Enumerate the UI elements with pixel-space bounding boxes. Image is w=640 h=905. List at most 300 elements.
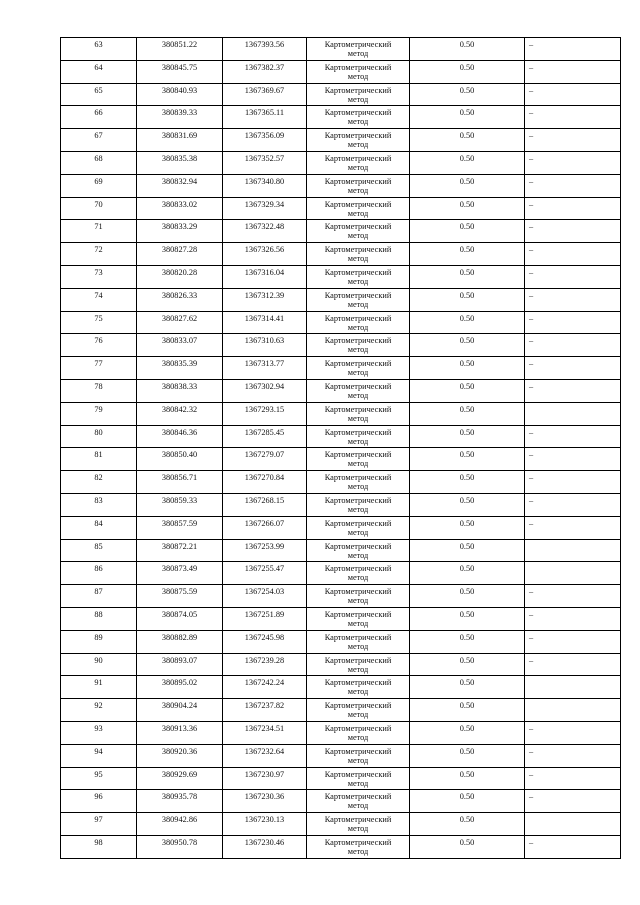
y-coordinate-text: 1367232.64 — [244, 746, 285, 756]
accuracy-text: 0.50 — [459, 495, 475, 505]
y-coordinate-cell — [223, 493, 307, 516]
point-number-text: 92 — [94, 701, 103, 711]
point-number-text: 69 — [94, 176, 103, 186]
x-coordinate-cell — [137, 516, 223, 539]
x-coordinate-cell — [137, 676, 223, 699]
method-text-line2: метод — [347, 276, 369, 286]
method-text-line1: Картометрический — [324, 85, 392, 95]
note-text — [529, 699, 620, 701]
y-coordinate-cell — [223, 721, 307, 744]
accuracy-text: 0.50 — [459, 40, 475, 49]
point-number-cell — [61, 197, 137, 220]
note-text: – — [529, 723, 534, 733]
point-number-cell — [61, 265, 137, 288]
method-cell — [307, 471, 410, 494]
method-cell — [307, 425, 410, 448]
y-coordinate-text: 1367239.28 — [244, 655, 285, 665]
method-text-line1: Картометрический — [324, 495, 392, 505]
x-coordinate-text: 380874.05 — [161, 609, 198, 619]
method-cell — [307, 174, 410, 197]
accuracy-cell — [410, 562, 525, 585]
point-number-text: 65 — [94, 85, 103, 95]
x-coordinate-text: 380875.59 — [161, 587, 198, 597]
point-number-text: 97 — [94, 815, 103, 825]
note-text: – — [529, 336, 534, 346]
x-coordinate-cell — [137, 790, 223, 813]
point-number-cell — [61, 585, 137, 608]
y-coordinate-text: 1367365.11 — [244, 108, 285, 118]
method-cell — [307, 653, 410, 676]
note-cell — [525, 220, 621, 243]
x-coordinate-text: 380820.28 — [161, 267, 198, 277]
method-cell — [307, 38, 410, 61]
x-coordinate-cell — [137, 379, 223, 402]
x-coordinate-cell — [137, 129, 223, 152]
method-cell — [307, 357, 410, 380]
note-cell — [525, 721, 621, 744]
x-coordinate-cell — [137, 402, 223, 425]
x-coordinate-text: 380838.33 — [161, 381, 198, 391]
note-text: – — [529, 655, 534, 665]
method-cell — [307, 539, 410, 562]
point-number-cell — [61, 744, 137, 767]
method-text-line2: метод — [347, 299, 369, 309]
accuracy-text: 0.50 — [459, 837, 475, 847]
point-number-text: 68 — [94, 153, 103, 163]
y-coordinate-cell — [223, 38, 307, 61]
method-text-line1: Картометрический — [324, 404, 392, 414]
method-text-line1: Картометрический — [324, 131, 392, 141]
accuracy-text: 0.50 — [459, 769, 475, 779]
point-number-text: 78 — [94, 381, 103, 391]
table-row — [61, 334, 621, 357]
x-coordinate-cell — [137, 562, 223, 585]
note-cell — [525, 767, 621, 790]
method-cell — [307, 379, 410, 402]
x-coordinate-cell — [137, 813, 223, 836]
note-cell — [525, 607, 621, 630]
y-coordinate-text: 1367322.48 — [244, 222, 285, 232]
table-row — [61, 813, 621, 836]
table-row — [61, 767, 621, 790]
y-coordinate-text: 1367352.57 — [244, 153, 285, 163]
note-text: – — [529, 108, 534, 118]
point-number-text: 81 — [94, 450, 103, 460]
method-text-line1: Картометрический — [324, 723, 392, 733]
y-coordinate-cell — [223, 607, 307, 630]
y-coordinate-cell — [223, 630, 307, 653]
x-coordinate-cell — [137, 767, 223, 790]
accuracy-text: 0.50 — [459, 85, 475, 95]
y-coordinate-cell — [223, 60, 307, 83]
point-number-cell — [61, 288, 137, 311]
accuracy-text: 0.50 — [459, 313, 475, 323]
x-coordinate-text: 380895.02 — [161, 678, 198, 688]
x-coordinate-cell — [137, 607, 223, 630]
accuracy-cell — [410, 448, 525, 471]
note-cell — [525, 357, 621, 380]
method-text-line1: Картометрический — [324, 746, 392, 756]
table-row — [61, 744, 621, 767]
method-text-line2: метод — [347, 573, 369, 583]
x-coordinate-cell — [137, 220, 223, 243]
y-coordinate-cell — [223, 767, 307, 790]
note-cell — [525, 334, 621, 357]
method-text-line2: метод — [347, 436, 369, 446]
accuracy-cell — [410, 174, 525, 197]
table-row — [61, 151, 621, 174]
note-text: – — [529, 313, 534, 323]
method-text-line2: метод — [347, 185, 369, 195]
accuracy-cell — [410, 197, 525, 220]
x-coordinate-cell — [137, 744, 223, 767]
method-cell — [307, 835, 410, 858]
point-number-text: 91 — [94, 678, 103, 688]
y-coordinate-text: 1367285.45 — [244, 427, 285, 437]
method-cell — [307, 813, 410, 836]
accuracy-cell — [410, 220, 525, 243]
x-coordinate-cell — [137, 699, 223, 722]
table-row — [61, 402, 621, 425]
table-row — [61, 129, 621, 152]
note-text: – — [529, 837, 534, 847]
method-text-line2: метод — [347, 94, 369, 104]
x-coordinate-cell — [137, 721, 223, 744]
method-text-line1: Картометрический — [324, 336, 392, 346]
table-row — [61, 539, 621, 562]
method-cell — [307, 60, 410, 83]
accuracy-text: 0.50 — [459, 290, 475, 300]
accuracy-cell — [410, 334, 525, 357]
note-text: – — [529, 746, 534, 756]
note-cell — [525, 744, 621, 767]
note-text: – — [529, 85, 534, 95]
note-cell — [525, 790, 621, 813]
x-coordinate-cell — [137, 493, 223, 516]
method-text-line2: метод — [347, 618, 369, 628]
method-text-line1: Картометрический — [324, 267, 392, 277]
x-coordinate-text: 380873.49 — [161, 564, 198, 574]
note-cell — [525, 174, 621, 197]
method-text-line2: метод — [347, 550, 369, 560]
x-coordinate-text: 380846.36 — [161, 427, 198, 437]
x-coordinate-text: 380833.07 — [161, 336, 198, 346]
note-cell — [525, 288, 621, 311]
y-coordinate-cell — [223, 106, 307, 129]
x-coordinate-cell — [137, 448, 223, 471]
x-coordinate-text: 380835.38 — [161, 153, 198, 163]
accuracy-text: 0.50 — [459, 199, 475, 209]
point-number-text: 72 — [94, 245, 103, 255]
accuracy-text: 0.50 — [459, 541, 475, 551]
method-text-line2: метод — [347, 846, 369, 856]
point-number-text: 84 — [94, 518, 103, 528]
x-coordinate-cell — [137, 334, 223, 357]
accuracy-cell — [410, 835, 525, 858]
note-text: – — [529, 518, 534, 528]
method-cell — [307, 129, 410, 152]
x-coordinate-cell — [137, 197, 223, 220]
point-number-cell — [61, 402, 137, 425]
point-number-cell — [61, 813, 137, 836]
method-cell — [307, 721, 410, 744]
point-number-text: 73 — [94, 267, 103, 277]
x-coordinate-cell — [137, 265, 223, 288]
accuracy-text: 0.50 — [459, 564, 475, 574]
method-cell — [307, 585, 410, 608]
point-number-text: 82 — [94, 473, 103, 483]
note-text: – — [529, 290, 534, 300]
point-number-cell — [61, 174, 137, 197]
table-row — [61, 288, 621, 311]
point-number-text: 80 — [94, 427, 103, 437]
table-row — [61, 220, 621, 243]
x-coordinate-text: 380872.21 — [161, 541, 198, 551]
x-coordinate-cell — [137, 106, 223, 129]
table-row — [61, 471, 621, 494]
accuracy-text: 0.50 — [459, 815, 475, 825]
method-text-line1: Картометрический — [324, 381, 392, 391]
note-text: – — [529, 769, 534, 779]
y-coordinate-text: 1367230.46 — [244, 837, 285, 847]
x-coordinate-cell — [137, 653, 223, 676]
note-cell — [525, 243, 621, 266]
point-number-text: 76 — [94, 336, 103, 346]
x-coordinate-text: 380935.78 — [161, 792, 198, 802]
point-number-cell — [61, 60, 137, 83]
method-text-line2: метод — [347, 140, 369, 150]
x-coordinate-text: 380950.78 — [161, 837, 198, 847]
method-text-line1: Картометрический — [324, 359, 392, 369]
x-coordinate-text: 380839.33 — [161, 108, 198, 118]
method-text-line2: метод — [347, 49, 369, 58]
method-text-line1: Картометрический — [324, 655, 392, 665]
point-number-text: 90 — [94, 655, 103, 665]
y-coordinate-cell — [223, 220, 307, 243]
table-row — [61, 197, 621, 220]
note-cell — [525, 197, 621, 220]
x-coordinate-text: 380833.29 — [161, 222, 198, 232]
point-number-cell — [61, 767, 137, 790]
accuracy-text: 0.50 — [459, 176, 475, 186]
point-number-text: 66 — [94, 108, 103, 118]
accuracy-cell — [410, 516, 525, 539]
note-cell — [525, 813, 621, 836]
point-number-text: 94 — [94, 746, 103, 756]
x-coordinate-text: 380882.89 — [161, 632, 198, 642]
x-coordinate-text: 380832.94 — [161, 176, 198, 186]
method-text-line1: Картометрический — [324, 678, 392, 688]
method-text-line1: Картометрический — [324, 792, 392, 802]
method-text-line2: метод — [347, 208, 369, 218]
y-coordinate-text: 1367242.24 — [244, 678, 285, 688]
accuracy-text: 0.50 — [459, 108, 475, 118]
point-number-text: 86 — [94, 564, 103, 574]
note-text: – — [529, 473, 534, 483]
accuracy-cell — [410, 744, 525, 767]
note-cell — [525, 653, 621, 676]
accuracy-text: 0.50 — [459, 678, 475, 688]
point-number-cell — [61, 539, 137, 562]
x-coordinate-text: 380893.07 — [161, 655, 198, 665]
note-text: – — [529, 153, 534, 163]
table-row — [61, 653, 621, 676]
point-number-cell — [61, 699, 137, 722]
note-cell — [525, 516, 621, 539]
y-coordinate-text: 1367279.07 — [244, 450, 285, 460]
note-text — [529, 676, 620, 678]
method-text-line1: Картометрический — [324, 815, 392, 825]
note-text — [529, 562, 620, 564]
point-number-text: 77 — [94, 359, 103, 369]
y-coordinate-text: 1367251.89 — [244, 609, 285, 619]
method-text-line1: Картометрический — [324, 632, 392, 642]
y-coordinate-cell — [223, 197, 307, 220]
accuracy-text: 0.50 — [459, 427, 475, 437]
x-coordinate-cell — [137, 630, 223, 653]
accuracy-cell — [410, 129, 525, 152]
y-coordinate-text: 1367329.34 — [244, 199, 285, 209]
method-text-line2: метод — [347, 641, 369, 651]
y-coordinate-text: 1367312.39 — [244, 290, 285, 300]
y-coordinate-cell — [223, 425, 307, 448]
method-text-line1: Картометрический — [324, 564, 392, 574]
point-number-cell — [61, 151, 137, 174]
accuracy-text: 0.50 — [459, 62, 475, 72]
table-row — [61, 676, 621, 699]
note-text: – — [529, 199, 534, 209]
note-cell — [525, 835, 621, 858]
note-cell — [525, 676, 621, 699]
accuracy-cell — [410, 585, 525, 608]
note-cell — [525, 402, 621, 425]
point-number-text: 79 — [94, 404, 103, 414]
point-number-text: 98 — [94, 837, 103, 847]
point-number-cell — [61, 653, 137, 676]
x-coordinate-text: 380929.69 — [161, 769, 198, 779]
y-coordinate-text: 1367316.04 — [244, 267, 285, 277]
note-text: – — [529, 267, 534, 277]
accuracy-cell — [410, 721, 525, 744]
table-row — [61, 607, 621, 630]
point-number-cell — [61, 676, 137, 699]
method-cell — [307, 288, 410, 311]
x-coordinate-cell — [137, 288, 223, 311]
accuracy-cell — [410, 767, 525, 790]
y-coordinate-cell — [223, 129, 307, 152]
x-coordinate-text: 380856.71 — [161, 473, 198, 483]
note-text: – — [529, 222, 534, 232]
method-text-line2: метод — [347, 482, 369, 492]
point-number-text: 74 — [94, 290, 103, 300]
x-coordinate-text: 380904.24 — [161, 701, 198, 711]
point-number-text: 89 — [94, 632, 103, 642]
point-number-cell — [61, 835, 137, 858]
x-coordinate-text: 380827.28 — [161, 245, 198, 255]
x-coordinate-cell — [137, 174, 223, 197]
method-text-line2: метод — [347, 322, 369, 332]
x-coordinate-text: 380913.36 — [161, 723, 198, 733]
method-text-line1: Картометрический — [324, 222, 392, 232]
method-text-line2: метод — [347, 664, 369, 674]
method-text-line1: Картометрический — [324, 176, 392, 186]
table-row — [61, 83, 621, 106]
accuracy-text: 0.50 — [459, 746, 475, 756]
point-number-cell — [61, 334, 137, 357]
accuracy-cell — [410, 699, 525, 722]
method-text-line1: Картометрический — [324, 701, 392, 711]
note-text: – — [529, 359, 534, 369]
point-number-text: 64 — [94, 62, 103, 72]
point-number-cell — [61, 379, 137, 402]
x-coordinate-cell — [137, 38, 223, 61]
table-row — [61, 835, 621, 858]
y-coordinate-cell — [223, 813, 307, 836]
method-text-line1: Картометрический — [324, 587, 392, 597]
method-text-line1: Картометрический — [324, 290, 392, 300]
y-coordinate-text: 1367369.67 — [244, 85, 285, 95]
coordinates-table — [60, 37, 621, 859]
method-text-line2: метод — [347, 459, 369, 469]
x-coordinate-cell — [137, 539, 223, 562]
note-cell — [525, 106, 621, 129]
table-row — [61, 493, 621, 516]
accuracy-cell — [410, 357, 525, 380]
y-coordinate-cell — [223, 471, 307, 494]
method-text-line1: Картометрический — [324, 450, 392, 460]
point-number-cell — [61, 562, 137, 585]
method-text-line1: Картометрический — [324, 108, 392, 118]
method-text-line1: Картометрический — [324, 837, 392, 847]
point-number-text: 83 — [94, 495, 103, 505]
method-text-line1: Картометрический — [324, 245, 392, 255]
y-coordinate-cell — [223, 539, 307, 562]
accuracy-cell — [410, 106, 525, 129]
x-coordinate-text: 380827.62 — [161, 313, 198, 323]
accuracy-cell — [410, 311, 525, 334]
table-row — [61, 60, 621, 83]
note-text: – — [529, 62, 534, 72]
point-number-cell — [61, 516, 137, 539]
note-cell — [525, 60, 621, 83]
method-cell — [307, 767, 410, 790]
table-row — [61, 562, 621, 585]
table-row — [61, 699, 621, 722]
method-text-line1: Картометрический — [324, 541, 392, 551]
method-cell — [307, 744, 410, 767]
x-coordinate-text: 380840.93 — [161, 85, 198, 95]
y-coordinate-text: 1367230.97 — [244, 769, 285, 779]
note-text: – — [529, 792, 534, 802]
note-text: – — [529, 495, 534, 505]
accuracy-cell — [410, 790, 525, 813]
note-cell — [525, 699, 621, 722]
y-coordinate-text: 1367234.51 — [244, 723, 285, 733]
method-text-line2: метод — [347, 162, 369, 172]
point-number-text: 63 — [94, 40, 103, 49]
accuracy-text: 0.50 — [459, 381, 475, 391]
point-number-cell — [61, 106, 137, 129]
point-number-cell — [61, 790, 137, 813]
note-text: – — [529, 245, 534, 255]
table-row — [61, 585, 621, 608]
accuracy-text: 0.50 — [459, 131, 475, 141]
method-text-line1: Картометрический — [324, 153, 392, 163]
method-text-line2: метод — [347, 368, 369, 378]
point-number-cell — [61, 357, 137, 380]
method-cell — [307, 699, 410, 722]
point-number-cell — [61, 721, 137, 744]
